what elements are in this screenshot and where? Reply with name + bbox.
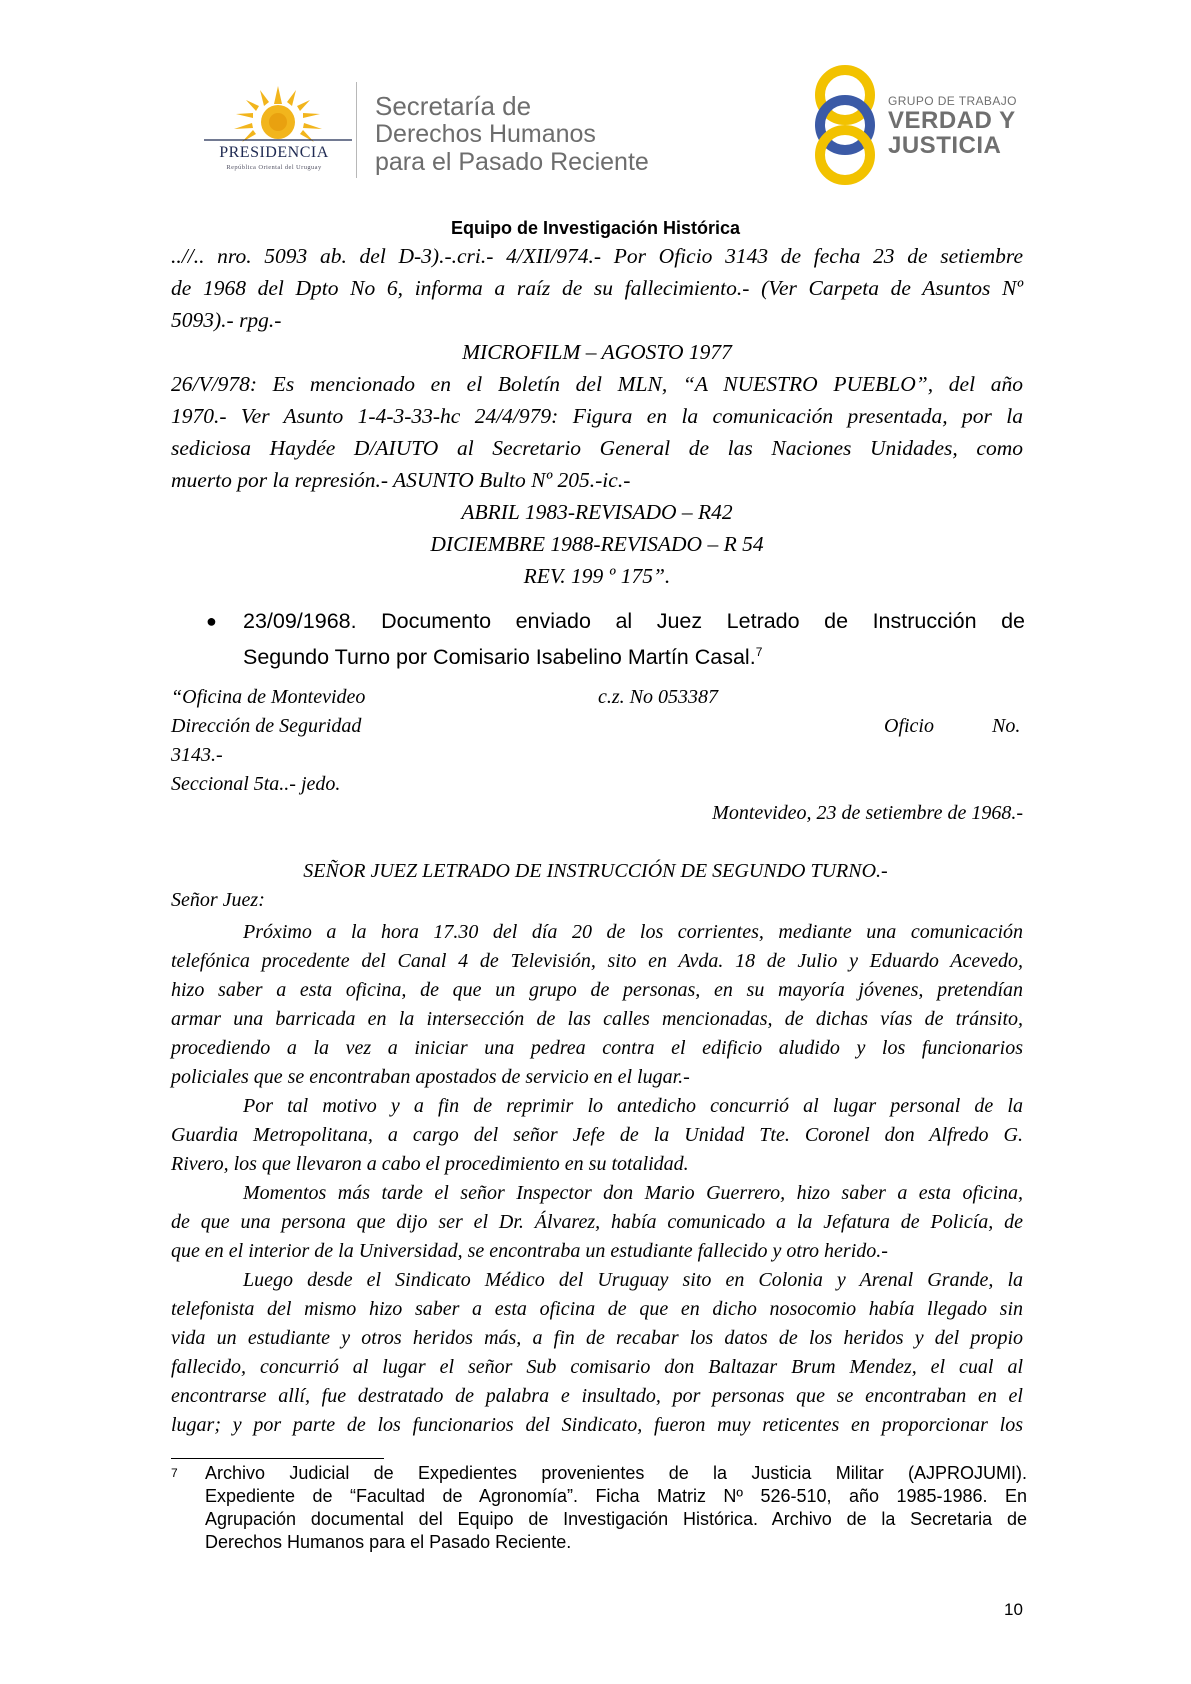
- footnote-ref[interactable]: 7: [755, 645, 763, 659]
- letter-cz: c.z. No 053387: [598, 686, 718, 708]
- presidencia-sun-logo: [198, 84, 358, 176]
- record-line: 1970.- Ver Asunto 1-4-3-33-hc 24/4/979: Figura en la comunicación presentada, por la: [171, 404, 1023, 428]
- presidencia-label: PRESIDENCIA: [219, 144, 329, 161]
- paragraph-line: encontrarse allí, fue destratado de palabra e insultado, por personas que se encontraban en el: [171, 1385, 1023, 1407]
- paragraph-3: [171, 1179, 1023, 1266]
- paragraph-line: Guardia Metropolitana, a cargo del señor Jefe de la Unidad Tte. Coronel don Alfredo G.: [171, 1124, 1023, 1146]
- paragraph-1: [171, 918, 1023, 1092]
- record-block: [171, 240, 1023, 592]
- letter-date: Montevideo, 23 de setiembre de 1968.-: [712, 802, 1023, 824]
- record-heading: REV. 199 º 175”.: [523, 564, 671, 588]
- record-heading: ABRIL 1983-REVISADO – R42: [461, 500, 733, 524]
- paragraph-line: fallecido, concurrió al lugar el señor Sub comisario don Baltazar Brum Mendez, el cual al: [171, 1356, 1023, 1378]
- record-line: de 1968 del Dpto No 6, informa a raíz de su fallecimiento.- (Ver Carpeta de Asuntos Nº: [171, 276, 1023, 300]
- secretaria-line-3: para el Pasado Reciente: [375, 148, 649, 176]
- team-heading: Equipo de Investigación Histórica: [450, 218, 741, 238]
- letter-seccional: Seccional 5ta..- jedo.: [171, 773, 341, 795]
- record-line: ..//.. nro. 5093 ab. del D-3).-.cri.- 4/XII/974.- Por Oficio 3143 de fecha 23 de setiembre: [171, 244, 1023, 268]
- record-line: muerto por la represión.- ASUNTO Bulto Nº 205.-ic.-: [171, 468, 631, 492]
- paragraph-line: Rivero, los que llevaron a cabo el procedimiento en su totalidad.: [171, 1153, 689, 1175]
- paragraph-line: vida un estudiante y otros heridos más, a fin de recabar los datos de los heridos y del propio: [171, 1327, 1023, 1349]
- paragraph-line: armar una barricada en la intersección de las calles mencionadas, de dichas vías de tránsito,: [171, 1008, 1023, 1030]
- footnote-line: Derechos Humanos para el Pasado Reciente.: [205, 1532, 572, 1552]
- paragraph-2: [171, 1092, 1023, 1179]
- page-number: 10: [1004, 1600, 1023, 1619]
- paragraph-line: telefónica procedente del Canal 4 de Televisión, sito en Avda. 18 de Julio y Eduardo Acevedo,: [171, 950, 1023, 972]
- footnote-line: Agrupación documental del Equipo de Investigación Histórica. Archivo de la Secretaria de: [205, 1509, 1027, 1529]
- secretaria-line-1: Secretaría de: [375, 91, 532, 121]
- paragraph-line: Por tal motivo y a fin de reprimir lo antedicho concurrió al lugar personal de la: [243, 1095, 1023, 1117]
- header-divider: [356, 82, 357, 178]
- letter-number: 3143.-: [171, 744, 223, 766]
- footnote-separator: [171, 1458, 384, 1459]
- record-heading: DICIEMBRE 1988-REVISADO – R 54: [430, 532, 764, 556]
- footnote-line: Expediente de “Facultad de Agronomía”. Ficha Matriz Nº 526-510, año 1985-1986. En: [205, 1486, 1027, 1506]
- footnote-line: Archivo Judicial de Expedientes provenientes de la Justicia Militar (AJPROJUMI).: [205, 1463, 1027, 1483]
- bullet-icon: ●: [206, 611, 217, 631]
- letter-direccion: Dirección de Seguridad: [171, 715, 362, 737]
- letter-oficina: “Oficina de Montevideo: [171, 686, 366, 708]
- paragraph-line: lugar; y por parte de los funcionarios del Sindicato, fueron muy reticentes en proporcionar los: [171, 1414, 1023, 1436]
- paragraph-line: Luego desde el Sindicato Médico del Uruguay sito en Colonia y Arenal Grande, la: [243, 1269, 1023, 1291]
- republica-label: República Oriental del Uruguay: [226, 164, 322, 171]
- record-line: sediciosa Haydée D/AIUTO al Secretario General de las Naciones Unidades, como: [171, 436, 1023, 460]
- paragraph-4: [171, 1266, 1023, 1440]
- record-line: 26/V/978: Es mencionado en el Boletín del MLN, “A NUESTRO PUEBLO”, del año: [171, 372, 1023, 396]
- paragraph-line: de que una persona que dijo ser el Dr. Álvarez, había comunicado a la Jefatura de Policía, de: [171, 1211, 1023, 1233]
- paragraph-line: procediendo a la vez a iniciar una pedrea contra el edificio aludido y los funcionarios: [171, 1037, 1023, 1059]
- secretaria-line-2: Derechos Humanos: [375, 120, 596, 148]
- letter-oficio: Oficio: [884, 715, 934, 737]
- paragraph-line: Próximo a la hora 17.30 del día 20 de los corrientes, mediante una comunicación: [243, 921, 1023, 943]
- paragraph-line: que en el interior de la Universidad, se encontraba un estudiante fallecido y otro herido.-: [171, 1240, 888, 1262]
- record-heading: MICROFILM – AGOSTO 1977: [462, 340, 732, 364]
- bullet-line: Segundo Turno por Comisario Isabelino Martín Casal.: [243, 645, 756, 670]
- bullet-line: 23/09/1968. Documento enviado al Juez Letrado de Instrucción de: [243, 609, 1025, 633]
- paragraph-line: Momentos más tarde el señor Inspector don Mario Guerrero, hizo saber a esta oficina,: [243, 1182, 1023, 1204]
- footnote-number: 7: [171, 1466, 178, 1480]
- paragraph-line: hizo saber a esta oficina, de que un grupo de personas, en su mayoría jóvenes, pretendían: [171, 979, 1023, 1001]
- grupo-trabajo-text: [888, 94, 1017, 158]
- letter-salutation: Señor Juez:: [171, 889, 265, 911]
- paragraph-line: policiales que se encontraban apostados de servicio en el lugar.-: [171, 1066, 690, 1088]
- grupo-trabajo-label: GRUPO DE TRABAJO: [888, 94, 1017, 108]
- paragraph-line: telefonista del mismo hizo saber a esta oficina de que en dicho nosocomio había llegado sin: [171, 1298, 1023, 1320]
- letter-addressee: SEÑOR JUEZ LETRADO DE INSTRUCCIÓN DE SEGUNDO TURNO.-: [303, 860, 888, 882]
- verdad-label: VERDAD Y: [888, 107, 1016, 134]
- record-line: 5093).- rpg.-: [171, 308, 282, 332]
- page-header: [0, 0, 1191, 238]
- letter-no: No.: [992, 715, 1021, 737]
- justicia-label: JUSTICIA: [888, 132, 1002, 159]
- secretaria-title: [375, 92, 649, 176]
